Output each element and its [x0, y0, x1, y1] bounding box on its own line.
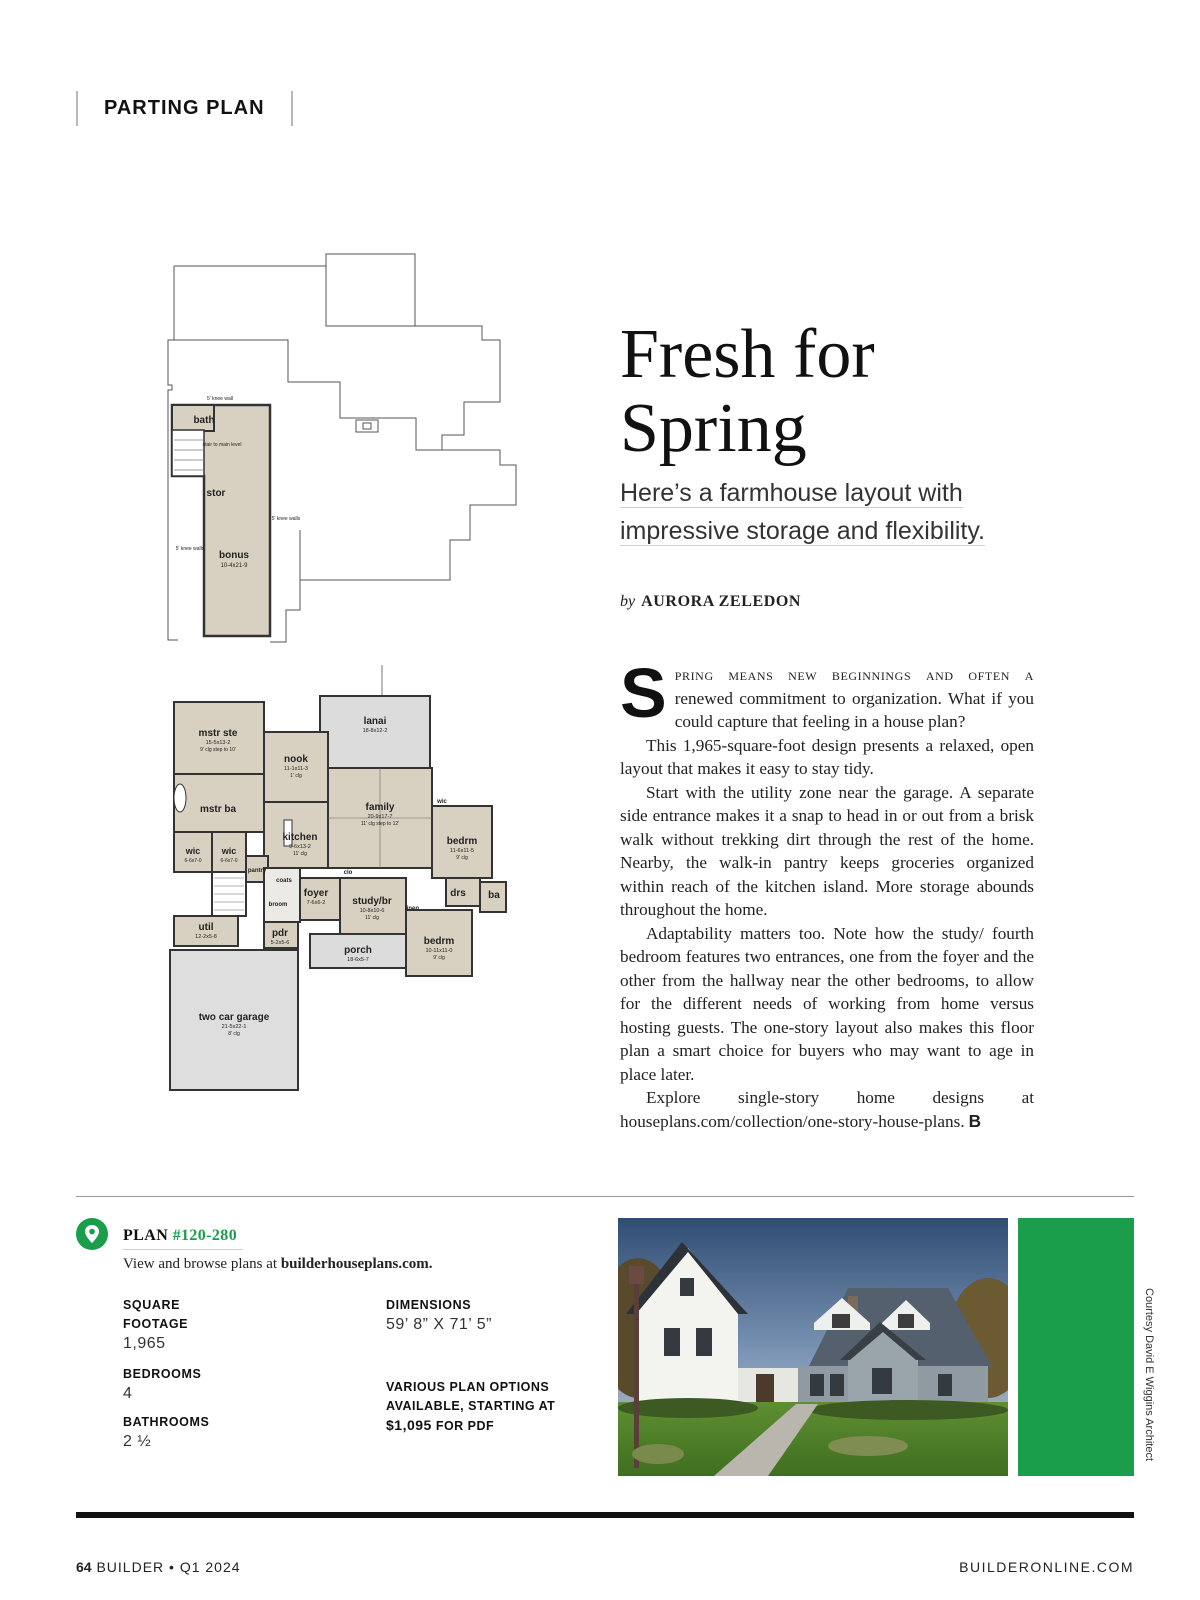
sqft-label-2: FOOTAGE	[123, 1317, 189, 1331]
plan-offer	[386, 1378, 586, 1436]
label-bedrm-right-note: 9' clg	[456, 855, 468, 861]
section-tag	[76, 91, 293, 126]
offer-price: $1,095	[386, 1417, 432, 1433]
label-nook-note: 1' clg	[290, 773, 302, 779]
stat-bathrooms	[123, 1413, 209, 1452]
sqft-value: 1,965	[123, 1335, 166, 1352]
label-wic-left: wic	[185, 846, 201, 856]
upper-label-knee-walls-left: 5' knee walls	[175, 546, 205, 552]
label-coats: coats	[276, 878, 292, 884]
paragraph-5	[620, 1086, 1034, 1133]
upper-label-stor: stor	[206, 488, 226, 499]
label-pantry: pantry	[247, 868, 267, 874]
offer-line-2: AVAILABLE, STARTING AT	[386, 1399, 556, 1413]
byline-prefix: by	[620, 593, 636, 610]
label-bedrm-right-dim: 11-6x11-5	[450, 848, 474, 854]
label-wic-small: wic	[437, 799, 447, 805]
paragraph-2: This 1,965-square-foot design presents a relaxed, open layout that makes it easy to stay tidy.	[620, 735, 1034, 778]
label-pdr-dim: 5-2x5-6	[270, 940, 290, 946]
deck-line-2: impressive storage and flexibility.	[620, 517, 985, 545]
browse-site-link[interactable]: builderhouseplans.com.	[280, 1256, 433, 1272]
upper-label-knee-walls-right: 5' knee walls	[271, 516, 301, 522]
deck-line-1: Here’s a farmhouse layout with	[620, 479, 963, 507]
upper-label-knee-wall-top: 5' knee wall	[207, 396, 233, 402]
footer-rule	[76, 1512, 1134, 1518]
hall-area	[264, 868, 300, 922]
label-pdr: pdr	[271, 928, 289, 939]
label-broom: broom	[268, 902, 288, 908]
plan-number: #120-280	[172, 1227, 238, 1244]
footer-website[interactable]: BUILDERONLINE.COM	[959, 1559, 1134, 1575]
article-deck	[620, 474, 1080, 550]
upper-label-bonus: bonus	[219, 550, 249, 561]
plan-number-label	[123, 1227, 237, 1245]
label-family: family	[365, 802, 395, 813]
bathrooms-label: BATHROOMS	[123, 1415, 210, 1429]
label-nook-dim: 11-1x11-3	[284, 766, 308, 772]
stat-bedrooms	[123, 1365, 201, 1404]
label-study-note: 11' clg	[365, 915, 379, 921]
upper-label-bonus-dim: 10-4x21-9	[220, 563, 248, 569]
label-kitchen-note: 11' clg	[293, 851, 307, 857]
label-bedrm-lower: bedrm	[423, 936, 455, 947]
stat-square-footage	[123, 1296, 188, 1354]
bedrooms-value: 4	[123, 1385, 133, 1402]
label-bedrm-right: bedrm	[446, 836, 478, 847]
dimensions-label: DIMENSIONS	[386, 1298, 472, 1312]
plan-label-underline	[123, 1249, 243, 1250]
paragraph-5-text: Explore single-story home designs at houseplans.com/collection/one-story-house-plans.	[620, 1088, 1034, 1131]
label-wic-mid-dim: 6-6x7-0	[220, 858, 238, 864]
label-kitchen-dim: 9-6x13-2	[289, 844, 311, 850]
article-title	[620, 318, 1140, 466]
label-garage-dim: 21-5x22-1	[221, 1024, 247, 1030]
label-bedrm-lower-note: 9' clg	[433, 955, 445, 961]
label-kitchen: kitchen	[282, 832, 318, 843]
offer-suffix: FOR PDF	[435, 1419, 495, 1433]
section-label: PARTING PLAN	[104, 97, 265, 119]
mstr-ba-area	[174, 774, 264, 832]
label-drs: drs	[450, 888, 466, 899]
publication-issue: BUILDER • Q1 2024	[96, 1559, 241, 1575]
label-study-dim: 10-8x10-6	[359, 908, 385, 914]
stat-dimensions	[386, 1296, 492, 1335]
label-porch-dim: 18-6x5-7	[347, 957, 369, 963]
label-util: util	[198, 922, 214, 933]
lead-in: pring means new beginnings and often a	[674, 665, 1034, 684]
drop-cap: S	[620, 654, 667, 732]
label-foyer: foyer	[303, 888, 329, 899]
author-name: AURORA ZELEDON	[641, 593, 802, 610]
house-rendering-photo	[618, 1218, 1008, 1476]
plan-box-top-rule	[76, 1196, 1134, 1197]
accent-color-block	[1018, 1218, 1134, 1476]
label-mstr-ba: mstr ba	[199, 804, 237, 815]
sqft-label-1: SQUARE	[123, 1298, 181, 1312]
label-garage-note: 8' clg	[228, 1031, 240, 1037]
label-mstr-ste-dim: 15-5x13-2	[205, 740, 231, 746]
page-folio	[76, 1559, 241, 1575]
browse-note	[123, 1256, 433, 1273]
label-lanai-dim: 18-8x12-2	[362, 728, 388, 734]
label-ba: ba	[488, 890, 500, 901]
dimensions-value: 59’ 8” X 71’ 5”	[386, 1316, 492, 1333]
label-family-dim: 20-9x17-7	[367, 814, 393, 820]
label-nook: nook	[284, 754, 308, 765]
label-bedrm-lower-dim: 10-11x11-0	[425, 948, 453, 954]
label-lanai: lanai	[363, 716, 387, 727]
photo-credit: Courtesy David E Wiggins Architect	[1143, 1288, 1155, 1462]
plan-word: PLAN	[123, 1227, 169, 1244]
label-garage: two car garage	[198, 1012, 270, 1023]
label-linen: linen	[404, 906, 420, 912]
label-study: study/br	[352, 896, 392, 907]
label-wic-left-dim: 6-6x7-0	[184, 858, 202, 864]
label-util-dim: 12-2x5-8	[195, 934, 217, 940]
label-foyer-dim: 7-6x6-2	[306, 900, 326, 906]
byline	[620, 593, 801, 611]
paragraph-3: Start with the utility zone near the garage. A separate side entrance makes it a snap to head in or out from a brisk walk without trekking dirt through the rest of the home. Nearby, the walk-in pantry keeps groceries organized within reach of the kitchen island. More storage abounds throughout the home.	[620, 782, 1034, 919]
upper-label-stair: stair to main level	[202, 442, 242, 448]
article-body	[620, 654, 1034, 1133]
paragraph-4: Adaptability matters too. Note how the study/ fourth bedroom features two entrances, one from the foyer and the other from the hallway near the other bedrooms, to allow for the different needs of working from home versus hosting guests. The one-story layout also makes this floor plan a smart choice for buyers who may want to age in place later.	[620, 923, 1034, 1084]
bathrooms-value: 2 ½	[123, 1433, 152, 1450]
foyer-area	[300, 878, 340, 920]
paragraph-1	[620, 654, 1034, 734]
upper-label-bath: bath	[193, 415, 215, 426]
location-pin-icon	[76, 1218, 108, 1250]
bedrooms-label: BEDROOMS	[123, 1367, 202, 1381]
offer-line-1: VARIOUS PLAN OPTIONS	[386, 1380, 550, 1394]
label-mstr-ste-note: 9' clg step to 10'	[200, 747, 236, 753]
browse-prefix: View and browse plans at	[123, 1256, 278, 1272]
end-mark: B	[968, 1110, 982, 1131]
title-line-1: Fresh for	[620, 316, 875, 393]
label-clo: clo	[343, 870, 353, 876]
floor-plan-drawing	[160, 250, 530, 1130]
paragraph-1-rest: renewed commitment to organization. What if you could capture that feeling in a house plan?	[674, 688, 1034, 731]
label-porch: porch	[344, 945, 372, 956]
title-line-2: Spring	[620, 390, 807, 467]
label-mstr-ste: mstr ste	[198, 728, 238, 739]
label-wic-mid: wic	[221, 846, 237, 856]
page-number: 64	[76, 1559, 92, 1575]
label-family-note: 11' clg step to 12'	[360, 821, 400, 827]
